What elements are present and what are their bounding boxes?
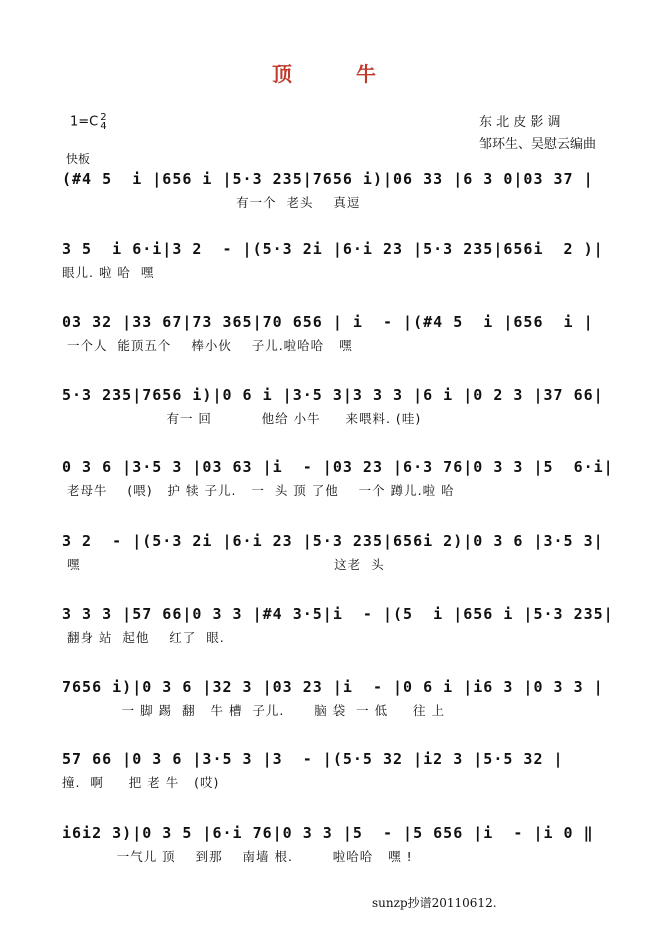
- notes-line: 7656 i)|0 3 6 |32 3 |03 23 |i - |0 6 i |i6 3 |0 3 3 |: [62, 678, 604, 696]
- source-style: 东 北 皮 影 调: [478, 115, 561, 130]
- lyrics-line: 有一个 老头 真逗: [62, 195, 361, 210]
- notes-line: i6i2 3)|0 3 5 |6·i 76|0 3 3 |5 - |5 656 |i - |i 0 ‖: [62, 824, 594, 842]
- song-title: 顶 牛: [272, 62, 398, 86]
- notes-line: 3 3 3 |57 66|0 3 3 |#4 3·5|i - |(5 i |656 i |5·3 235|: [62, 605, 614, 623]
- score-row-3: [62, 311, 610, 356]
- lyrics-line: 撞. 啊 把 老 牛 (哎): [62, 775, 220, 790]
- tempo-marking: 快板: [66, 152, 91, 166]
- score-row-10: [62, 822, 610, 867]
- lyrics-line: 老母牛 (喂) 护 犊 子儿. 一 头 顶 了他 一个 蹲儿.啦 哈: [62, 483, 455, 498]
- transcriber-credit: sunzp抄谱20110612.: [372, 896, 497, 910]
- lyrics-line: 翻身 站 起他 红了 眼.: [62, 630, 225, 645]
- source-block: [479, 112, 596, 156]
- notes-line: (#4 5 i |656 i |5·3 235|7656 i)|06 33 |6 3 0|03 37 |: [62, 170, 594, 188]
- lyrics-line: 一气儿 顶 到那 南墙 根. 啦哈哈 嘿 !: [62, 849, 413, 864]
- notes-line: 0 3 6 |3·5 3 |03 63 |i - |03 23 |6·3 76|0 3 3 |5 6·i|: [62, 458, 614, 476]
- key-signature: [70, 113, 107, 131]
- score-row-1: [62, 168, 610, 213]
- score-row-5: [62, 456, 614, 501]
- score-row-8: [62, 676, 610, 721]
- lyrics-line: 有一 回 他给 小牛 来喂料. (哇): [62, 411, 422, 426]
- score-row-2: [62, 238, 610, 283]
- time-signature: [100, 113, 106, 131]
- time-top: 2: [100, 112, 107, 123]
- lyrics-line: 一个人 能顶五个 棒小伙 子儿.啦哈哈 嘿: [62, 338, 353, 353]
- score-row-9: [62, 748, 610, 793]
- notes-line: 57 66 |0 3 6 |3·5 3 |3 - |(5·5 32 |i2 3 |5·5 32 |: [62, 750, 564, 768]
- composers: 邹环生、吴慰云编曲: [478, 137, 596, 152]
- notes-line: 5·3 235|7656 i)|0 6 i |3·5 3|3 3 3 |6 i |0 2 3 |37 66|: [62, 386, 604, 404]
- score-row-6: [62, 530, 610, 575]
- time-bottom: 4: [100, 121, 107, 132]
- notes-line: 3 2 - |(5·3 2i |6·i 23 |5·3 235|656i 2)|0 3 6 |3·5 3|: [62, 532, 604, 550]
- lyrics-line: 嘿 这老 头: [62, 557, 385, 572]
- lyrics-line: 一 脚 踢 翻 牛 槽 子儿. 脑 袋 一 低 往 上: [62, 703, 445, 718]
- notes-line: 03 32 |33 67|73 365|70 656 | i - |(#4 5 i |656 i |: [62, 313, 594, 331]
- score-row-7: [62, 603, 614, 648]
- lyrics-line: 眼儿. 啦 哈 嘿: [62, 265, 155, 280]
- notes-line: 3 5 i 6·i|3 2 - |(5·3 2i |6·i 23 |5·3 235|656i 2 )|: [62, 240, 604, 258]
- score-row-4: [62, 384, 610, 429]
- key-label: 1=C: [70, 114, 99, 130]
